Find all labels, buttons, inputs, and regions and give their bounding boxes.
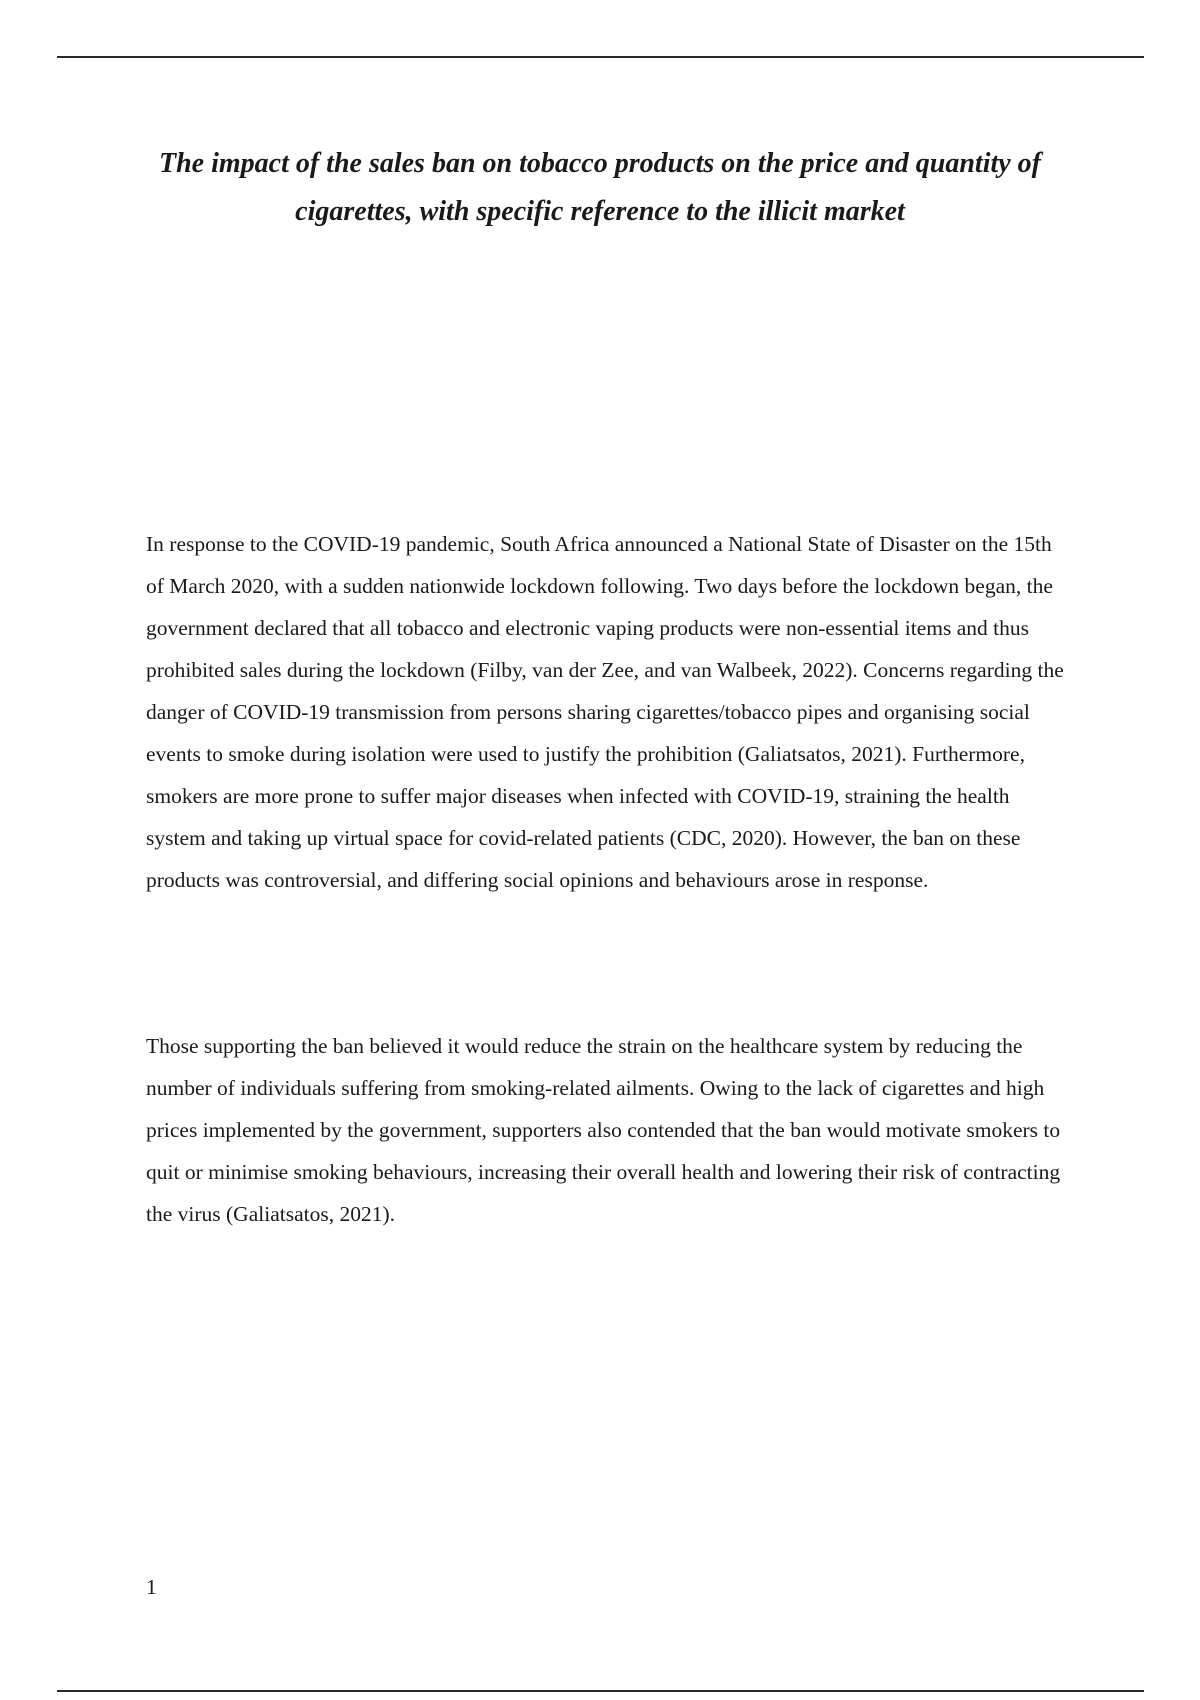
title-line-1: The impact of the sales ban on tobacco products on the price and quantity of [158, 148, 1041, 179]
body-paragraph-1: In response to the COVID-19 pandemic, South Africa announced a National State of Disaster on the 15th of March 2020, with a sudden nationwide lockdown following. Two days before the lockdown began, the government declared that all tobacco and electronic vaping products were non-essential items and thus prohibited sales during the lockdown (Filby, van der Zee, and van Walbeek, 2022). Concerns regarding the danger of COVID-19 transmission from persons sharing cigarettes/tobacco pipes and organising social events to smoke during isolation were used to justify the prohibition (Galiatsatos, 2021). Furthermore, smokers are more prone to suffer major diseases when infected with COVID-19, straining the health system and taking up virtual space for covid-related patients (CDC, 2020). However, the ban on these products was controversial, and differing social opinions and behaviours arose in response. [146, 532, 1064, 892]
page-number: 1 [146, 1575, 157, 1599]
header-rule [57, 56, 1144, 58]
footer-rule [57, 1690, 1144, 1692]
body-paragraph-2: Those supporting the ban believed it would reduce the strain on the healthcare system by reducing the number of individuals suffering from smoking-related ailments. Owing to the lack of cigarettes and high prices implemented by the government, supporters also contended that the ban would motivate smokers to quit or minimise smoking behaviours, increasing their overall health and lowering their risk of contracting the virus (Galiatsatos, 2021). [146, 1034, 1061, 1226]
document-title [120, 140, 1080, 236]
title-line-2: cigarettes, with specific reference to the illicit market [295, 196, 905, 227]
